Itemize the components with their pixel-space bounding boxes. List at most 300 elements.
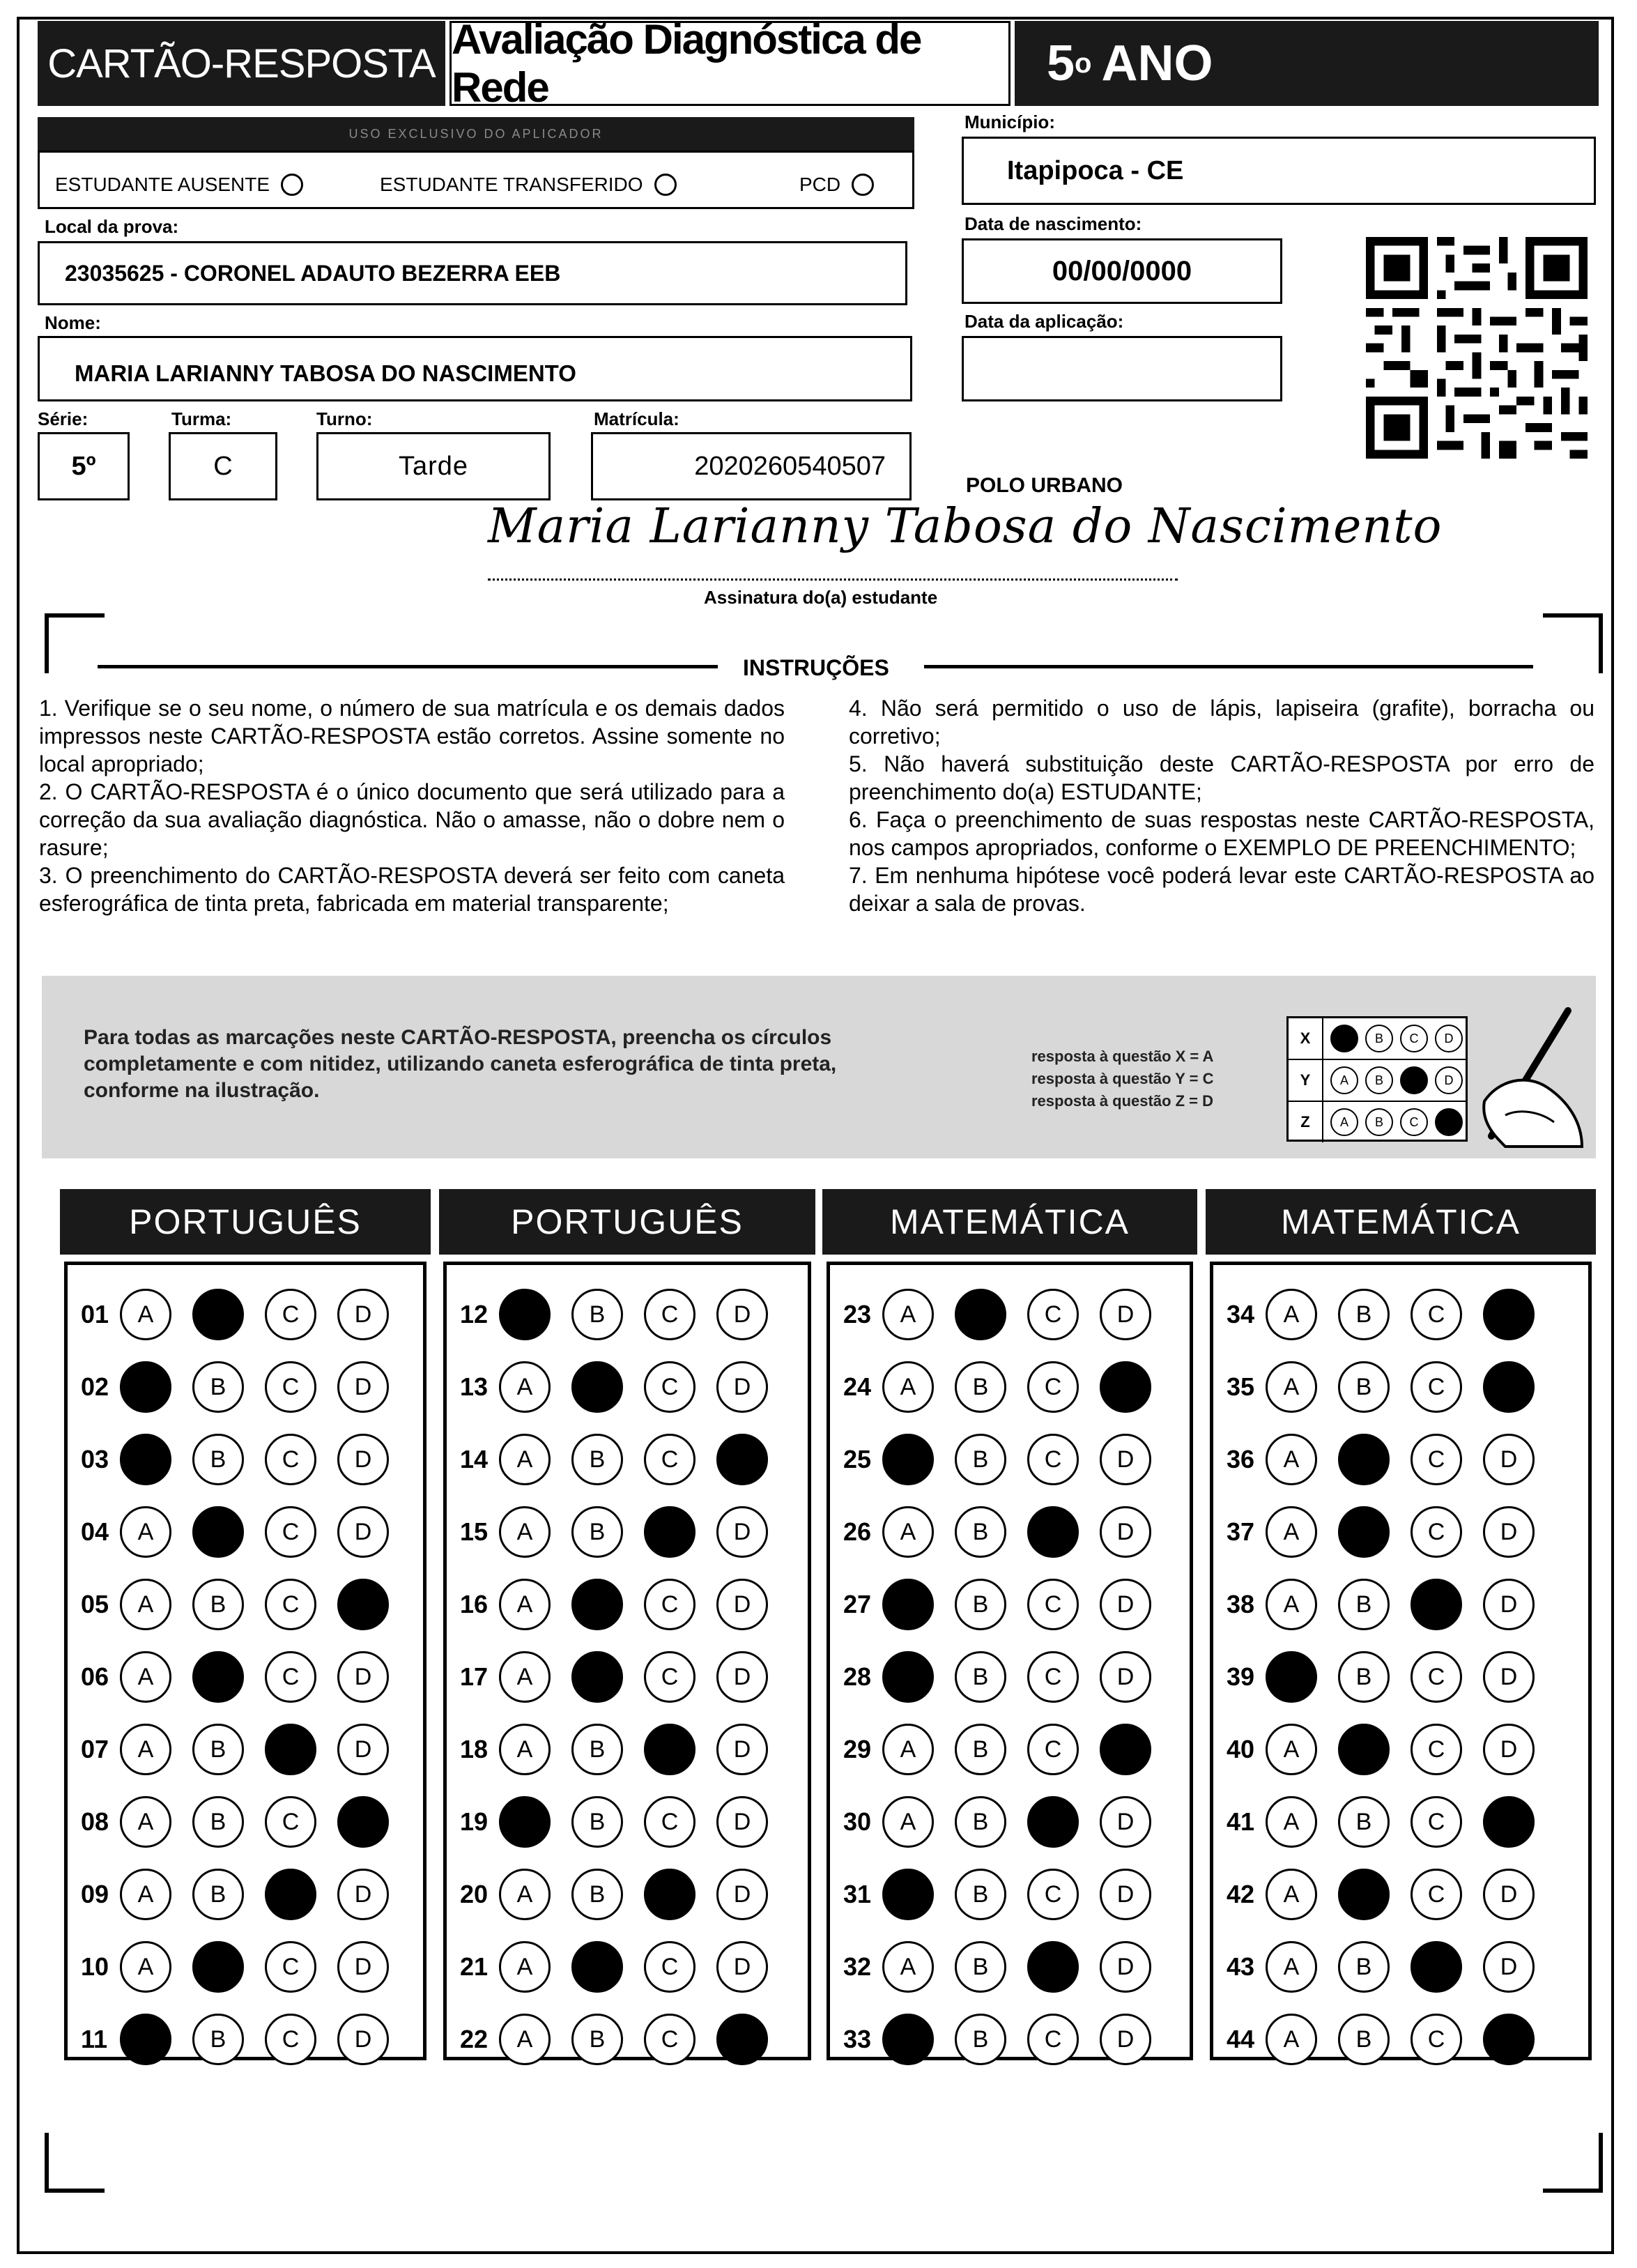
answer-bubble-a[interactable]: A	[120, 1941, 171, 1993]
answer-bubble-a[interactable]: A	[1266, 1579, 1317, 1630]
question-row	[460, 1432, 789, 1487]
example-bubble-a: A	[1330, 1108, 1358, 1136]
answer-bubble-a[interactable]: A	[882, 1796, 934, 1848]
answer-bubble-c[interactable]: C	[1411, 2014, 1462, 2065]
answer-bubble-b[interactable]	[192, 1506, 244, 1558]
question-row	[843, 1939, 1172, 1995]
answer-bubble-b[interactable]	[192, 1651, 244, 1703]
municipio-field: Itapipoca - CE	[962, 137, 1596, 205]
answer-bubble-a[interactable]: A	[1266, 1869, 1317, 1920]
answer-bubble-c[interactable]: C	[265, 2014, 316, 2065]
answer-bubble-b[interactable]: B	[955, 1434, 1006, 1485]
question-row	[460, 1359, 789, 1415]
instruction-1: 1. Verifique se o seu nome, o número de sua matrícula e os demais dados impressos neste CARTÃO-RESPOSTA estão corretos. Assine somente no local apropriado;	[39, 696, 785, 776]
answer-bubble-d[interactable]: D	[716, 1289, 768, 1340]
answer-bubble-a[interactable]	[120, 1434, 171, 1485]
legend-z: resposta à questão Z = D	[1031, 1092, 1214, 1110]
answer-bubble-c[interactable]: C	[1411, 1434, 1462, 1485]
aplicacao-label: Data da aplicação:	[964, 311, 1124, 332]
question-number: 44	[1227, 2025, 1255, 2053]
answer-bubble-a[interactable]: A	[499, 1434, 551, 1485]
example-bubble-c: C	[1400, 1025, 1428, 1052]
answer-bubble-c[interactable]: C	[644, 1361, 695, 1413]
answer-bubble-b[interactable]: B	[955, 1941, 1006, 1993]
answer-bubble-d[interactable]: D	[1483, 1941, 1535, 1993]
answer-bubble-a[interactable]: A	[1266, 1724, 1317, 1775]
answer-bubble-d[interactable]	[337, 1579, 389, 1630]
answer-bubble-d[interactable]: D	[337, 1651, 389, 1703]
answer-bubble-a[interactable]	[499, 1289, 551, 1340]
question-number: 21	[460, 1952, 489, 1981]
question-number: 39	[1227, 1662, 1255, 1691]
question-row	[460, 2012, 789, 2067]
answer-bubble-d[interactable]: D	[1483, 1869, 1535, 1920]
answer-bubble-d[interactable]: D	[1100, 1651, 1151, 1703]
answer-bubble-b[interactable]: B	[1338, 1651, 1390, 1703]
question-number: 37	[1227, 1517, 1255, 1546]
answer-bubble-c[interactable]	[1027, 1796, 1079, 1848]
answer-bubble-d[interactable]: D	[1100, 1579, 1151, 1630]
answer-bubble-d[interactable]: D	[716, 1941, 768, 1993]
corner-bottom-right	[1543, 2133, 1603, 2193]
question-row	[81, 1432, 410, 1487]
answer-bubble-c[interactable]	[265, 1869, 316, 1920]
legend-y: resposta à questão Y = C	[1031, 1070, 1214, 1087]
answer-bubble-a[interactable]	[882, 1579, 934, 1630]
answer-bubble-d[interactable]: D	[716, 1724, 768, 1775]
answer-bubble-c[interactable]	[265, 1724, 316, 1775]
answer-bubble-b[interactable]: B	[571, 1289, 623, 1340]
answer-bubble-b[interactable]	[955, 1289, 1006, 1340]
answer-bubble-a[interactable]: A	[1266, 1506, 1317, 1558]
answer-bubble-a[interactable]: A	[882, 1289, 934, 1340]
answer-bubble-c[interactable]: C	[1027, 1434, 1079, 1485]
answer-bubble-b[interactable]: B	[192, 1579, 244, 1630]
local-field: 23035625 - CORONEL ADAUTO BEZERRA EEB	[38, 241, 907, 305]
legend-x: resposta à questão X = A	[1031, 1048, 1214, 1065]
question-row	[1227, 1359, 1555, 1415]
answer-bubble-b[interactable]	[1338, 1506, 1390, 1558]
answer-bubble-a[interactable]	[882, 1434, 934, 1485]
answer-bubble-c[interactable]: C	[644, 1434, 695, 1485]
answer-bubble-c[interactable]: C	[1027, 1579, 1079, 1630]
example-bubble-a: A	[1330, 1066, 1358, 1094]
answer-bubble-d[interactable]: D	[716, 1579, 768, 1630]
corner-top-right	[1543, 613, 1603, 673]
question-number: 12	[460, 1300, 489, 1328]
example-question-label: Y	[1289, 1060, 1323, 1101]
answer-bubble-b[interactable]: B	[1338, 1796, 1390, 1848]
answer-bubble-b[interactable]	[571, 1651, 623, 1703]
answer-bubble-c[interactable]	[1411, 1579, 1462, 1630]
absent-circle[interactable]	[281, 174, 303, 196]
answer-bubble-b[interactable]: B	[955, 1651, 1006, 1703]
question-number: 04	[81, 1517, 109, 1546]
grade-label: ANO	[1101, 36, 1213, 91]
card-title: CARTÃO-RESPOSTA	[38, 21, 445, 106]
question-number: 17	[460, 1662, 489, 1691]
answer-bubble-c[interactable]: C	[265, 1579, 316, 1630]
answer-bubble-b[interactable]: B	[955, 2014, 1006, 2065]
question-number: 42	[1227, 1880, 1255, 1908]
corner-bottom-left	[45, 2133, 105, 2193]
answer-bubble-a[interactable]	[882, 1869, 934, 1920]
answer-bubble-d[interactable]: D	[1100, 1506, 1151, 1558]
question-row	[843, 2012, 1172, 2067]
transferred-option[interactable]	[380, 174, 677, 196]
answer-bubble-c[interactable]: C	[1411, 1724, 1462, 1775]
answer-bubble-c[interactable]	[1027, 1506, 1079, 1558]
answer-bubble-d[interactable]	[337, 1796, 389, 1848]
question-row	[1227, 1939, 1555, 1995]
section-title: PORTUGUÊS	[60, 1189, 431, 1255]
answer-bubble-a[interactable]: A	[120, 1796, 171, 1848]
answer-bubble-b[interactable]: B	[571, 1506, 623, 1558]
question-row	[81, 1794, 410, 1850]
question-number: 20	[460, 1880, 489, 1908]
turma-label: Turma:	[171, 408, 232, 429]
answer-bubble-c[interactable]: C	[644, 1796, 695, 1848]
instruction-2: 2. O CARTÃO-RESPOSTA é o único documento que será utilizado para a correção da sua avaliação diagnóstica. Não o amasse, não o dobre nem o rasure;	[39, 779, 785, 860]
answer-bubble-b[interactable]: B	[571, 1724, 623, 1775]
answer-bubble-a[interactable]: A	[1266, 2014, 1317, 2065]
applicator-bar: USO EXCLUSIVO DO APLICADOR	[38, 117, 914, 151]
answer-bubble-d[interactable]: D	[337, 2014, 389, 2065]
answer-bubble-c[interactable]	[644, 1724, 695, 1775]
answer-bubble-a[interactable]: A	[499, 1506, 551, 1558]
answer-bubble-a[interactable]: A	[1266, 1289, 1317, 1340]
question-row	[843, 1432, 1172, 1487]
answer-bubble-d[interactable]: D	[337, 1289, 389, 1340]
question-number: 40	[1227, 1735, 1255, 1763]
answer-bubble-b[interactable]: B	[1338, 1361, 1390, 1413]
example-bubble-d	[1435, 1108, 1463, 1136]
question-number: 25	[843, 1445, 872, 1473]
answer-bubble-d[interactable]: D	[1100, 1434, 1151, 1485]
answer-bubble-d[interactable]	[716, 1434, 768, 1485]
question-number: 30	[843, 1807, 872, 1836]
answer-bubble-d[interactable]	[1483, 1796, 1535, 1848]
qr-code	[1366, 237, 1588, 459]
question-row	[843, 1649, 1172, 1705]
answer-bubble-a[interactable]: A	[499, 1361, 551, 1413]
serie-label: Série:	[38, 408, 89, 429]
question-row	[81, 1722, 410, 1777]
instructions-title: INSTRUÇÕES	[743, 655, 889, 680]
question-number: 03	[81, 1445, 109, 1473]
question-row	[1227, 1649, 1555, 1705]
answer-bubble-b[interactable]: B	[192, 1434, 244, 1485]
answer-bubble-a[interactable]	[1266, 1651, 1317, 1703]
question-row	[460, 1867, 789, 1922]
answer-bubble-a[interactable]: A	[120, 1579, 171, 1630]
answer-bubble-a[interactable]: A	[882, 1724, 934, 1775]
answer-bubble-c[interactable]: C	[1027, 1724, 1079, 1775]
answer-bubble-c[interactable]: C	[1411, 1796, 1462, 1848]
answer-bubble-c[interactable]: C	[1411, 1361, 1462, 1413]
grade-number: 5	[1047, 36, 1075, 91]
answer-bubble-b[interactable]	[192, 1289, 244, 1340]
answer-bubble-d[interactable]	[1483, 2014, 1535, 2065]
question-number: 08	[81, 1807, 109, 1836]
answer-bubble-b[interactable]: B	[571, 1434, 623, 1485]
answer-bubble-c[interactable]: C	[1411, 1289, 1462, 1340]
question-row	[1227, 1794, 1555, 1850]
signature: Maria Larianny Tabosa do Nascimento	[488, 499, 1443, 554]
answer-bubble-b[interactable]: B	[955, 1796, 1006, 1848]
question-number: 24	[843, 1372, 872, 1401]
absent-option[interactable]	[55, 174, 303, 196]
nascimento-field: 00/00/0000	[962, 238, 1282, 304]
answer-bubble-d[interactable]	[716, 2014, 768, 2065]
question-row	[460, 1504, 789, 1560]
question-number: 06	[81, 1662, 109, 1691]
example-bubble-a	[1330, 1025, 1358, 1052]
answer-bubble-b[interactable]: B	[955, 1361, 1006, 1413]
answer-bubble-b[interactable]	[571, 1579, 623, 1630]
answer-bubble-d[interactable]: D	[337, 1869, 389, 1920]
signature-caption: Assinatura do(a) estudante	[704, 587, 938, 608]
question-number: 34	[1227, 1300, 1255, 1328]
instruction-5: 5. Não haverá substituição deste CARTÃO-RESPOSTA por erro de preenchimento do(a) ESTUDANTE;	[849, 751, 1594, 804]
answer-bubble-a[interactable]: A	[499, 1941, 551, 1993]
answer-bubble-d[interactable]: D	[1483, 1506, 1535, 1558]
answer-bubble-b[interactable]: B	[192, 2014, 244, 2065]
answer-bubble-a[interactable]: A	[499, 1651, 551, 1703]
answer-bubble-d[interactable]: D	[716, 1651, 768, 1703]
question-row	[1227, 1867, 1555, 1922]
answer-bubble-d[interactable]: D	[337, 1361, 389, 1413]
matricula-field: 2020260540507	[591, 432, 912, 500]
answer-bubble-b[interactable]	[571, 1941, 623, 1993]
question-number: 02	[81, 1372, 109, 1401]
answer-bubble-a[interactable]: A	[120, 1869, 171, 1920]
answer-bubble-c[interactable]	[644, 1869, 695, 1920]
answer-bubble-a[interactable]	[499, 1796, 551, 1848]
answer-bubble-b[interactable]	[1338, 1724, 1390, 1775]
turno-label: Turno:	[316, 408, 373, 429]
answer-bubble-a[interactable]: A	[1266, 1361, 1317, 1413]
question-row	[843, 1794, 1172, 1850]
answer-bubble-d[interactable]: D	[716, 1796, 768, 1848]
question-row	[460, 1287, 789, 1342]
question-row	[1227, 1432, 1555, 1487]
answer-bubble-d[interactable]: D	[716, 1869, 768, 1920]
answer-bubble-d[interactable]: D	[337, 1724, 389, 1775]
answer-bubble-a[interactable]: A	[499, 1869, 551, 1920]
answer-bubble-a[interactable]: A	[1266, 1434, 1317, 1485]
answer-bubble-c[interactable]: C	[1027, 1651, 1079, 1703]
answer-bubble-b[interactable]: B	[1338, 2014, 1390, 2065]
answer-bubble-d[interactable]	[1483, 1361, 1535, 1413]
section-title: PORTUGUÊS	[439, 1189, 815, 1255]
answer-bubble-c[interactable]: C	[265, 1361, 316, 1413]
example-bubble-b: B	[1365, 1025, 1393, 1052]
question-row	[843, 1359, 1172, 1415]
answer-bubble-a[interactable]: A	[882, 1941, 934, 1993]
answer-bubble-d[interactable]: D	[337, 1506, 389, 1558]
question-row	[843, 1722, 1172, 1777]
answer-bubble-c[interactable]: C	[265, 1289, 316, 1340]
pcd-circle[interactable]	[852, 174, 874, 196]
answer-bubble-b[interactable]: B	[571, 2014, 623, 2065]
answer-bubble-c[interactable]	[1411, 1941, 1462, 1993]
answer-bubble-d[interactable]: D	[1100, 2014, 1151, 2065]
question-number: 41	[1227, 1807, 1255, 1836]
question-row	[81, 1287, 410, 1342]
example-question-label: Z	[1289, 1102, 1323, 1142]
question-number: 38	[1227, 1590, 1255, 1618]
answer-bubble-c[interactable]: C	[1027, 1869, 1079, 1920]
answer-bubble-b[interactable]: B	[1338, 1941, 1390, 1993]
example-row	[1289, 1018, 1466, 1060]
question-number: 22	[460, 2025, 489, 2053]
answer-bubble-a[interactable]: A	[120, 1506, 171, 1558]
answer-bubble-d[interactable]: D	[1100, 1869, 1151, 1920]
answer-bubble-c[interactable]: C	[644, 1579, 695, 1630]
answer-bubble-a[interactable]: A	[1266, 1941, 1317, 1993]
answer-bubble-b[interactable]: B	[192, 1724, 244, 1775]
answer-bubble-c[interactable]: C	[644, 2014, 695, 2065]
example-bubble-d: D	[1435, 1025, 1463, 1052]
section-title: MATEMÁTICA	[1206, 1189, 1596, 1255]
answer-bubble-c[interactable]: C	[1411, 1651, 1462, 1703]
question-row	[81, 1577, 410, 1632]
answer-bubble-c[interactable]: C	[265, 1651, 316, 1703]
answer-bubble-a[interactable]	[120, 2014, 171, 2065]
question-number: 36	[1227, 1445, 1255, 1473]
matricula-label: Matrícula:	[594, 408, 679, 429]
question-row	[460, 1939, 789, 1995]
answer-bubble-a[interactable]: A	[1266, 1796, 1317, 1848]
answer-bubble-d[interactable]: D	[716, 1361, 768, 1413]
answer-bubble-d[interactable]: D	[337, 1941, 389, 1993]
answer-bubble-c[interactable]: C	[265, 1796, 316, 1848]
example-bubble-b: B	[1365, 1066, 1393, 1094]
example-legend	[1031, 1045, 1213, 1112]
answer-bubble-a[interactable]: A	[882, 1506, 934, 1558]
answer-bubble-a[interactable]: A	[499, 1579, 551, 1630]
answer-bubble-b[interactable]: B	[1338, 1289, 1390, 1340]
answer-bubble-a[interactable]: A	[120, 1651, 171, 1703]
question-number: 43	[1227, 1952, 1255, 1981]
question-row	[1227, 1287, 1555, 1342]
answer-bubble-d[interactable]: D	[1100, 1941, 1151, 1993]
local-label: Local da prova:	[45, 216, 179, 237]
turma-field: C	[169, 432, 277, 500]
answer-bubble-a[interactable]	[120, 1361, 171, 1413]
answer-bubble-d[interactable]	[1100, 1724, 1151, 1775]
answer-bubble-c[interactable]: C	[644, 1941, 695, 1993]
answer-bubble-c[interactable]: C	[1027, 2014, 1079, 2065]
answer-bubble-c[interactable]: C	[1411, 1869, 1462, 1920]
answer-bubble-d[interactable]: D	[1483, 1579, 1535, 1630]
answer-bubble-c[interactable]: C	[1411, 1506, 1462, 1558]
aplicacao-field	[962, 336, 1282, 401]
answer-bubble-b[interactable]: B	[955, 1579, 1006, 1630]
answer-bubble-c[interactable]: C	[644, 1651, 695, 1703]
question-row	[460, 1722, 789, 1777]
answer-bubble-b[interactable]: B	[955, 1869, 1006, 1920]
answer-bubble-b[interactable]: B	[1338, 1579, 1390, 1630]
answer-bubble-c[interactable]: C	[1027, 1289, 1079, 1340]
answer-bubble-c[interactable]	[1027, 1941, 1079, 1993]
question-row	[843, 1287, 1172, 1342]
question-row	[843, 1867, 1172, 1922]
example-question-label: X	[1289, 1018, 1323, 1059]
answer-bubble-a[interactable]: A	[882, 1361, 934, 1413]
pcd-option[interactable]	[799, 174, 874, 196]
instr-rule-right	[924, 665, 1533, 668]
answer-bubble-b[interactable]: B	[192, 1361, 244, 1413]
answer-bubble-c[interactable]: C	[265, 1941, 316, 1993]
example-row	[1289, 1060, 1466, 1102]
polo-label: POLO URBANO	[966, 474, 1123, 497]
question-number: 18	[460, 1735, 489, 1763]
answer-bubble-b[interactable]: B	[571, 1796, 623, 1848]
answer-bubble-d[interactable]: D	[1483, 1434, 1535, 1485]
pen-hand-icon	[1477, 997, 1589, 1150]
question-number: 05	[81, 1590, 109, 1618]
answer-bubble-d[interactable]: D	[1100, 1796, 1151, 1848]
answer-bubble-d[interactable]: D	[1483, 1724, 1535, 1775]
question-row	[81, 1939, 410, 1995]
example-bubble-c: C	[1400, 1108, 1428, 1136]
question-number: 23	[843, 1300, 872, 1328]
question-row	[81, 1649, 410, 1705]
answer-bubble-c[interactable]: C	[265, 1434, 316, 1485]
example-row	[1289, 1102, 1466, 1142]
answer-bubble-b[interactable]	[571, 1361, 623, 1413]
answer-bubble-b[interactable]: B	[955, 1724, 1006, 1775]
question-number: 10	[81, 1952, 109, 1981]
answer-bubble-b[interactable]	[192, 1941, 244, 1993]
municipio-label: Município:	[964, 112, 1055, 132]
nome-field: MARIA LARIANNY TABOSA DO NASCIMENTO	[38, 336, 912, 401]
answer-bubble-a[interactable]: A	[120, 1724, 171, 1775]
answer-bubble-c[interactable]: C	[265, 1506, 316, 1558]
question-number: 31	[843, 1880, 872, 1908]
answer-bubble-b[interactable]	[1338, 1434, 1390, 1485]
instruction-6: 6. Faça o preenchimento de suas respostas neste CARTÃO-RESPOSTA, nos campos apropriados, conforme o EXEMPLO DE PREENCHIMENTO;	[849, 807, 1594, 860]
question-number: 29	[843, 1735, 872, 1763]
answer-bubble-b[interactable]: B	[571, 1869, 623, 1920]
answer-bubble-b[interactable]: B	[192, 1796, 244, 1848]
answer-bubble-d[interactable]	[1483, 1289, 1535, 1340]
answer-bubble-d[interactable]: D	[337, 1434, 389, 1485]
instruction-3: 3. O preenchimento do CARTÃO-RESPOSTA deverá ser feito com caneta esferográfica de tinta preta, fabricada em material transparente;	[39, 863, 785, 916]
answer-bubble-a[interactable]	[882, 2014, 934, 2065]
answer-bubble-b[interactable]	[1338, 1869, 1390, 1920]
answer-bubble-d[interactable]: D	[1100, 1289, 1151, 1340]
question-row	[81, 1504, 410, 1560]
answer-bubble-b[interactable]: B	[955, 1506, 1006, 1558]
answer-bubble-c[interactable]: C	[644, 1289, 695, 1340]
answer-bubble-c[interactable]	[644, 1506, 695, 1558]
transferred-circle[interactable]	[654, 174, 677, 196]
answer-bubble-a[interactable]: A	[499, 2014, 551, 2065]
answer-bubble-d[interactable]: D	[716, 1506, 768, 1558]
answer-bubble-b[interactable]: B	[192, 1869, 244, 1920]
example-bubble-b: B	[1365, 1108, 1393, 1136]
answer-bubble-d[interactable]: D	[1483, 1651, 1535, 1703]
answer-bubble-a[interactable]: A	[499, 1724, 551, 1775]
answer-bubble-c[interactable]: C	[1027, 1361, 1079, 1413]
answer-bubble-a[interactable]: A	[120, 1289, 171, 1340]
answer-bubble-a[interactable]	[882, 1651, 934, 1703]
answer-bubble-d[interactable]	[1100, 1361, 1151, 1413]
example-bubble-d: D	[1435, 1066, 1463, 1094]
